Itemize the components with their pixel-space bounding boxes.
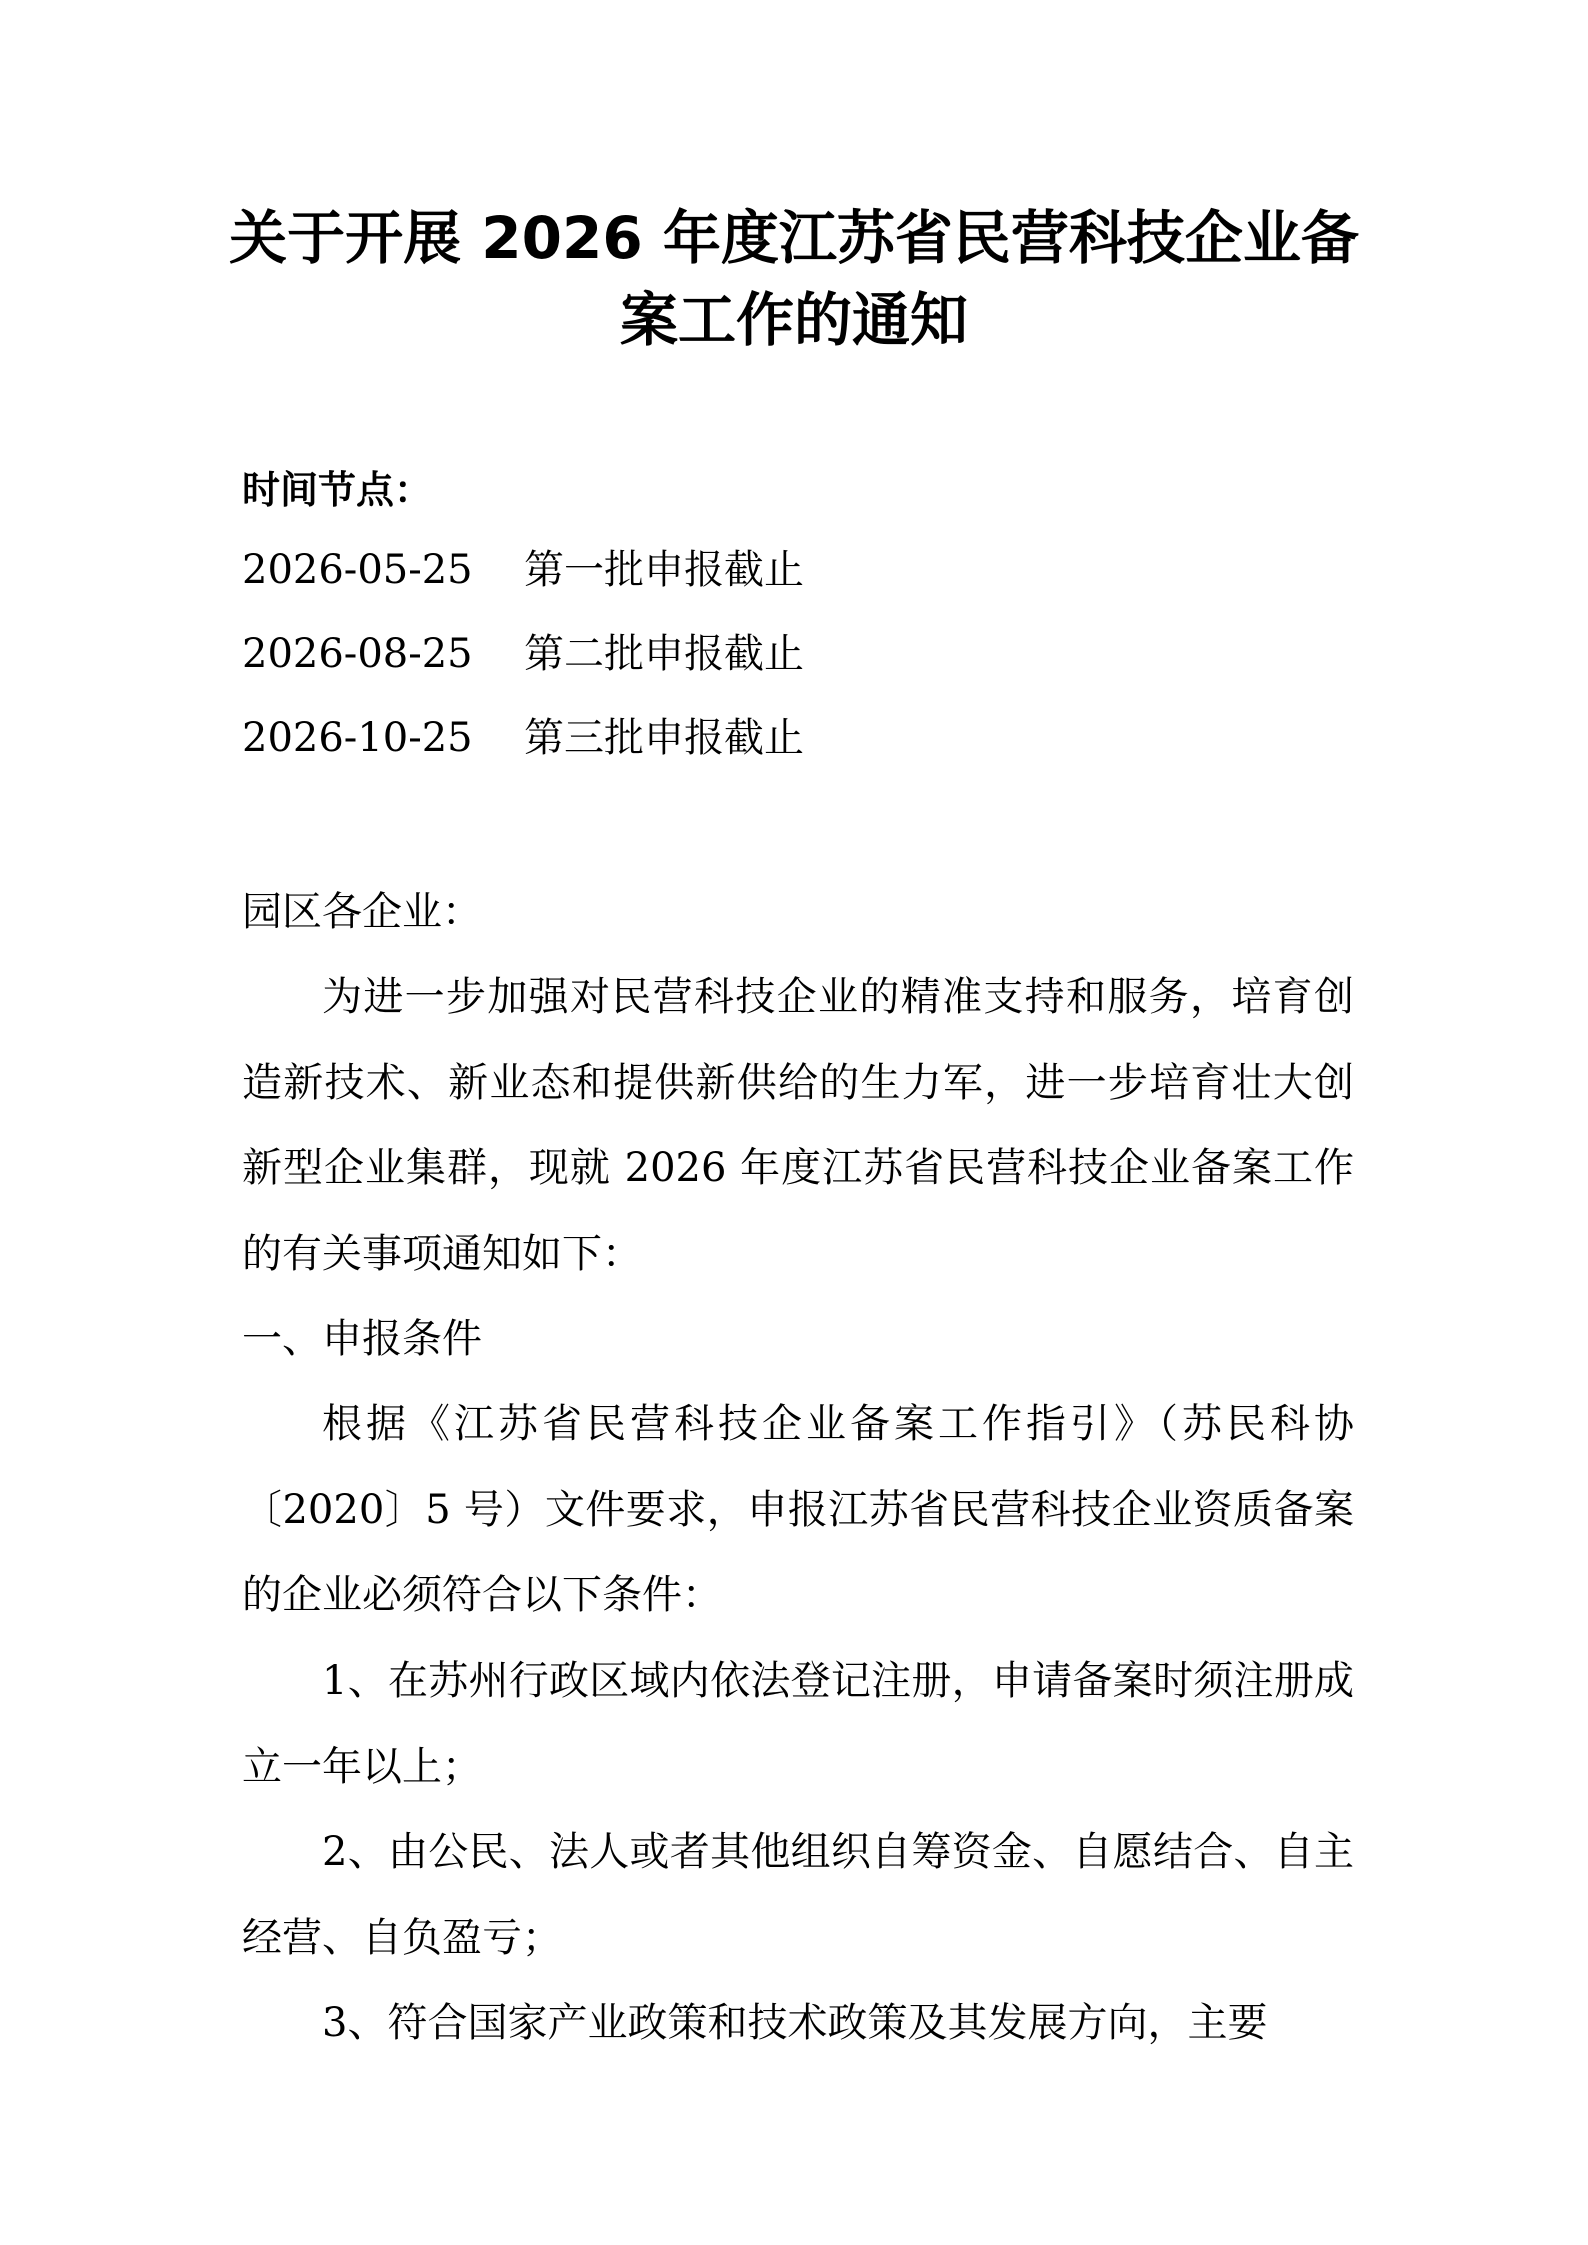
timeline-item	[242, 626, 804, 682]
condition-item: 2、由公民、法人或者其他组织自筹资金、自愿结合、自主经营、自负盈亏；	[242, 1829, 1354, 1961]
timeline-heading: 时间节点：	[242, 468, 433, 512]
timeline-date: 2026-08-25	[242, 631, 473, 677]
timeline-text: 第三批申报截止	[524, 715, 804, 761]
salutation: 园区各企业：	[242, 889, 482, 935]
condition-item: 1、在苏州行政区域内依法登记注册，申请备案时须注册成立一年以上；	[242, 1658, 1354, 1790]
section-heading: 一、申报条件	[242, 1316, 482, 1362]
document-title-line-2: 案工作的通知	[619, 286, 968, 354]
timeline-date: 2026-10-25	[242, 715, 473, 761]
document-title-line-1: 关于开展 2026 年度江苏省民营科技企业备	[229, 204, 1359, 272]
timeline-text: 第一批申报截止	[524, 547, 804, 593]
section-intro-paragraph: 根据《江苏省民营科技企业备案工作指引》（苏民科协〔2020〕5 号）文件要求，申报江苏省民营科技企业资质备案的企业必须符合以下条件：	[242, 1401, 1354, 1618]
intro-paragraph: 为进一步加强对民营科技企业的精准支持和服务，培育创造新技术、新业态和提供新供给的生力军，进一步培育壮大创新型企业集群，现就 2026 年度江苏省民营科技企业备案工作的有关事项通知如下：	[242, 974, 1354, 1277]
condition-item: 3、符合国家产业政策和技术政策及其发展方向，主要	[322, 2000, 1268, 2046]
timeline-item	[242, 542, 804, 598]
timeline-date: 2026-05-25	[242, 547, 473, 593]
timeline-text: 第二批申报截止	[524, 631, 804, 677]
timeline-item	[242, 710, 804, 766]
